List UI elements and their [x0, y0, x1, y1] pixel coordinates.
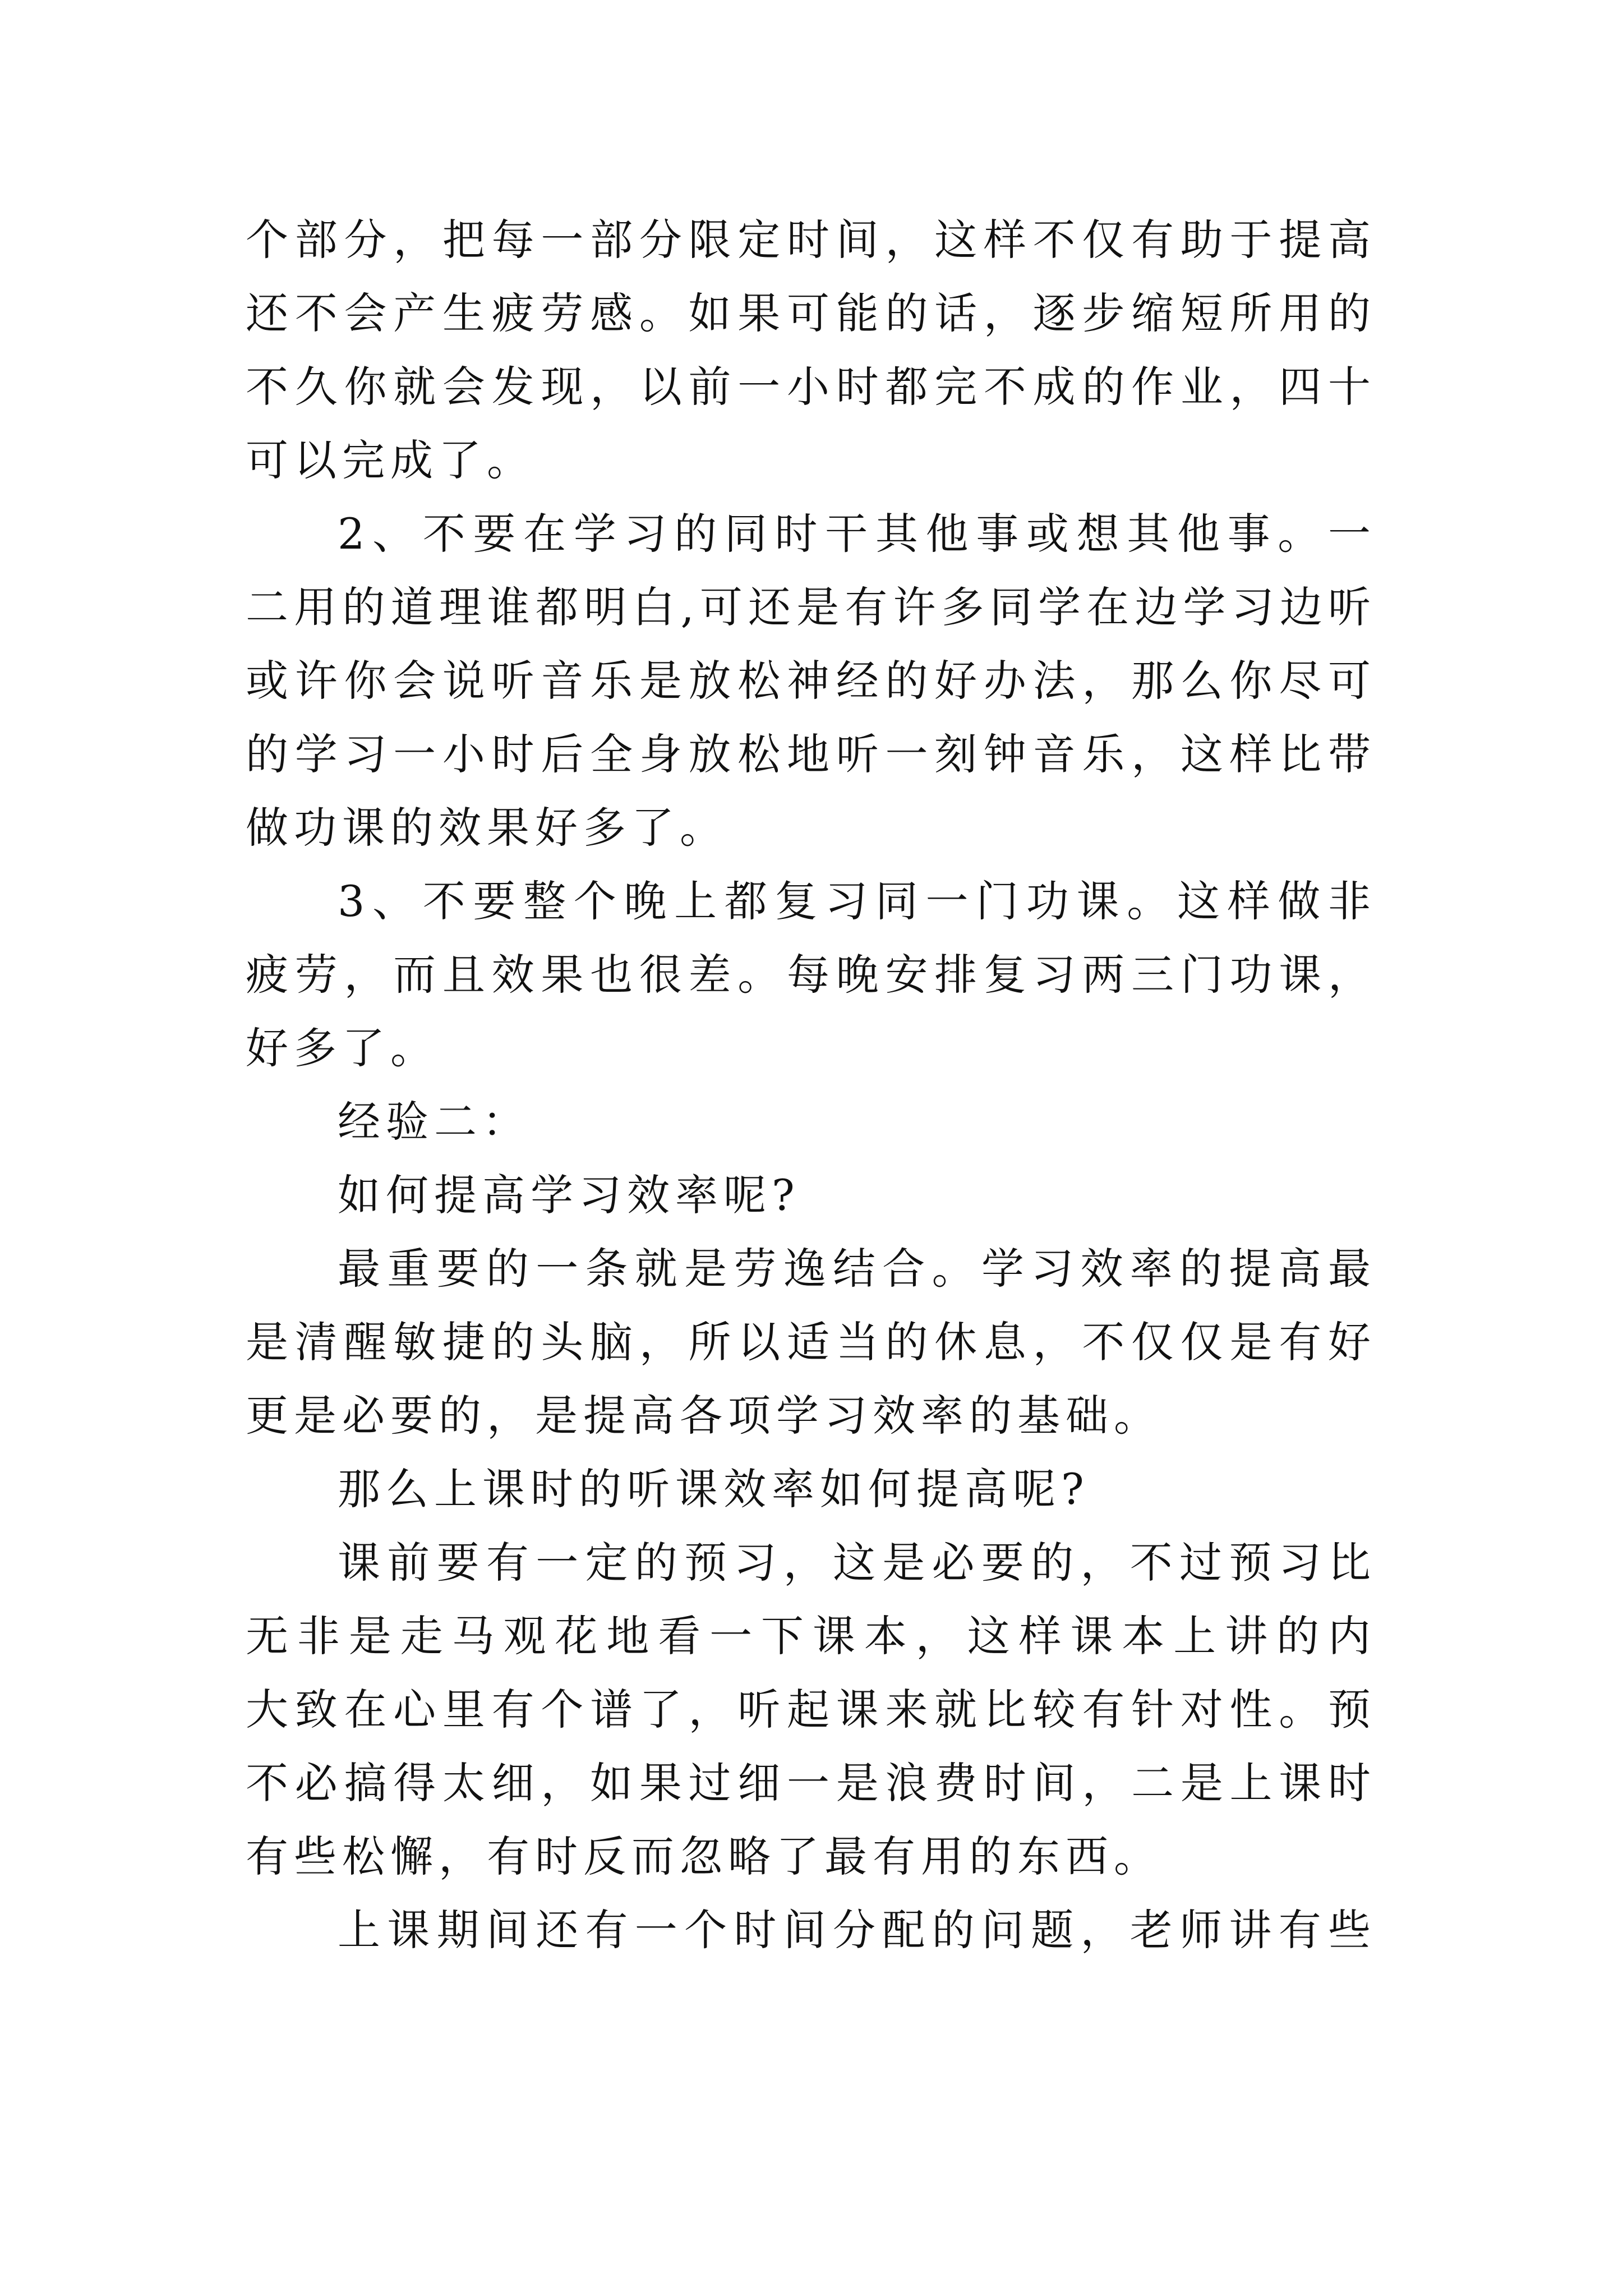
text-line: 可以完成了。 — [246, 435, 535, 485]
question-line: 那么上课时的听课效率如何提高呢? — [338, 1464, 1090, 1514]
text-line: 的学习一小时后全身放松地听一刻钟音乐，这样比带 — [246, 729, 1376, 779]
paragraph-start-line: 3、不要整个晚上都复习同一门功课。这样做非 — [338, 876, 1376, 926]
text-line: 个部分，把每一部分限定时间，这样不仅有助于提高 — [246, 215, 1376, 265]
paragraph-start-line: 2、不要在学习的同时干其他事或想其他事。一 — [338, 509, 1376, 559]
text-line: 大致在心里有个谱了，听起课来就比较有针对性。预 — [246, 1685, 1376, 1734]
text-line: 无非是走马观花地看一下课本，这样课本上讲的内 — [246, 1611, 1376, 1661]
text-line: 疲劳，而且效果也很差。每晚安排复习两三门功课， — [246, 950, 1376, 1000]
text-line: 是清醒敏捷的头脑，所以适当的休息，不仅仅是有好 — [246, 1317, 1376, 1367]
text-line: 还不会产生疲劳感。如果可能的话，逐步缩短所用的 — [246, 288, 1376, 338]
text-line: 二用的道理谁都明白,可还是有许多同学在边学习边听 — [246, 582, 1376, 632]
text-line: 做功课的效果好多了。 — [246, 803, 728, 853]
section-heading: 经验二： — [338, 1097, 531, 1147]
text-line: 有些松懈，有时反而忽略了最有用的东西。 — [246, 1832, 1162, 1881]
paragraph-start-line: 上课期间还有一个时间分配的问题，老师讲有些 — [338, 1905, 1376, 1955]
paragraph-start-line: 最重要的一条就是劳逸结合。学习效率的提高最 — [338, 1244, 1376, 1294]
paragraph-start-line: 课前要有一定的预习，这是必要的，不过预习比 — [338, 1538, 1376, 1588]
text-line: 好多了。 — [246, 1023, 439, 1073]
text-line: 不久你就会发现，以前一小时都完不成的作业，四十 — [246, 362, 1376, 412]
text-line: 不必搞得太细，如果过细一是浪费时间，二是上课时 — [246, 1758, 1376, 1808]
text-line: 或许你会说听音乐是放松神经的好办法，那么你尽可 — [246, 656, 1376, 706]
question-line: 如何提高学习效率呢? — [338, 1170, 800, 1220]
body-text — [246, 203, 1376, 1967]
text-line: 更是必要的，是提高各项学习效率的基础。 — [246, 1391, 1162, 1441]
